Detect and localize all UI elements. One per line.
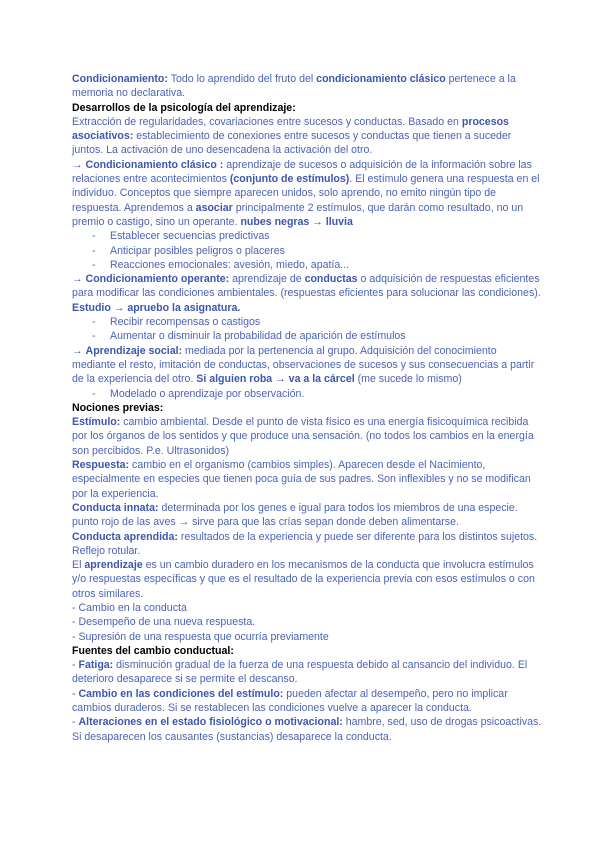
example: nubes negras → lluvia [240, 215, 353, 228]
list-item: - Anticipar posibles peligros o placeres [92, 244, 285, 257]
term: Fatiga: [78, 659, 114, 672]
term: Respuesta: [72, 459, 130, 472]
dash-line: - Desempeño de una nueva respuesta. [72, 616, 256, 629]
document-page [72, 72, 542, 744]
term: Condicionamiento clásico : [85, 158, 224, 171]
term: Conducta aprendida: [72, 530, 178, 543]
paragraph-estimulo: Estímulo: cambio ambiental. Desde el punto de vista físico es una energía fisicoquímica recibida por los órganos de los sentidos y que produce una sensación. (no todos los cambios en la energía son percibidos. P.e. Ultrasonidos) [72, 416, 534, 457]
paragraph-conducta-aprendida: Conducta aprendida: resultados de la experiencia y puede ser diferente para los distintos sujetos. Reflejo rotular. [72, 530, 538, 557]
dash-line: - Supresión de una respuesta que ocurría previamente [72, 630, 329, 643]
paragraph-aprendizaje-social: → Aprendizaje social: mediada por la pertenencia al grupo. Adquisición del conocimiento mediante el resto, imitación de conductas, observaciones de sucesos y sus consecuencias a partir de la experiencia del otro. Si alguien roba → va a la cárcel (me sucede lo mismo) [72, 344, 535, 386]
list-item: - Reacciones emocionales: avesión, miedo, apatía... [92, 258, 350, 271]
term: conductas [304, 273, 358, 286]
term: condicionamiento clásico [316, 73, 446, 85]
paragraph-condicionamiento-clasico: → Condicionamiento clásico : aprendizaje de sucesos o adquisición de la información sobre las relaciones entre acontecimientos (conjunto de estímulos). El estímulo genera una respuesta en el individuo. Conceptos que siempre aparecen unidos, solo aprendo, no emito ningún tipo de respuesta. Aprendemos a asociar principalmente 2 estímulos, que darán como resultado, no un premio o castigo, sino un operante. nubes negras → lluvia [72, 158, 540, 228]
term: Aprendizaje social: [85, 344, 183, 357]
list-item: - Modelado o aprendizaje por observación. [92, 387, 305, 400]
list-item: - Establecer secuencias predictivas [92, 230, 270, 243]
term: Conducta innata: [72, 501, 159, 514]
term: Estímulo: [72, 416, 121, 429]
term: aprendizaje [84, 559, 143, 572]
paragraph-cambio-condiciones: - Cambio en las condiciones del estímulo: pueden afectar al desempeño, pero no implicar cambios duraderos. Si se restablecen las condiciones vuelve a aparecer la conducta. [72, 687, 508, 715]
dash-line: - Cambio en la conducta [72, 601, 187, 614]
term: asociar [195, 201, 233, 214]
list-item: - Recibir recompensas o castigos [92, 316, 261, 329]
term: Condicionamiento operante: [85, 273, 230, 286]
paragraph-alteraciones: - Alteraciones en el estado fisiológico o motivacional: hambre, sed, uso de drogas psicoactivas. Si desaparecen los causantes (sustancias) desaparece la conducta. [72, 716, 542, 743]
section-heading-nociones: Nociones previas: [72, 401, 164, 414]
list-item: - Aumentar o disminuir la probabilidad de aparición de estímulos [92, 330, 406, 343]
term: procesos asociativos: [72, 115, 509, 143]
example: Estudio → apruebo la asignatura. [72, 301, 241, 314]
paragraph-conducta-innata: Conducta innata: determinada por los genes e igual para todos los miembros de una especie. punto rojo de las aves → sirve para que las crías sepan donde deben alimentarse. [72, 501, 518, 529]
section-heading-fuentes: Fuentes del cambio conductual: [72, 644, 234, 657]
term: Cambio en las condiciones del estímulo: [78, 687, 284, 700]
paragraph-condicionamiento-operante: → Condicionamiento operante: aprendizaje de conductas o adquisición de respuestas eficientes para modificar las condiciones ambientales. (respuestas eficientes para solucionar las condiciones). Estudio → apruebo la asignatura. [72, 273, 541, 314]
paragraph-respuesta: Respuesta: cambio en el organismo (cambios simples). Aparecen desde el Nacimiento, especialmente en especies que tienen poca guía de sus padres. Son inflexibles y no se modifican por la experiencia. [72, 459, 531, 500]
paragraph-condicionamiento: Condicionamiento: Todo lo aprendido del fruto del condicionamiento clásico pertenece a la memoria no declarativa. [72, 73, 516, 100]
paragraph-aprendizaje: El aprendizaje es un cambio duradero en los mecanismos de la conducta que involucra estímulos y/o respuestas específicas y que es el resultado de la experiencia previa con esos estímulos o con otros similares. [72, 559, 535, 600]
paragraph-fatiga: - Fatiga: disminución gradual de la fuerza de una respuesta debido al cansancio del individuo. El deterioro desaparece si se permite el descanso. [72, 659, 528, 686]
term: Condicionamiento: [72, 73, 168, 85]
term: Alteraciones en el estado fisiológico o motivacional: [78, 716, 343, 729]
term: (conjunto de estímulos) [229, 173, 350, 186]
paragraph-procesos-asociativos: Extracción de regularidades, covariaciones entre sucesos y conductas. Basado en procesos asociativos: establecimiento de conexiones entre sucesos y conductas que tienen a suceder juntos. La activación de uno desencadena la activación del otro. [72, 115, 512, 157]
section-heading-desarrollos: Desarrollos de la psicología del aprendizaje: [72, 101, 296, 114]
example: Si alguien roba → va a la cárcel [196, 373, 355, 386]
